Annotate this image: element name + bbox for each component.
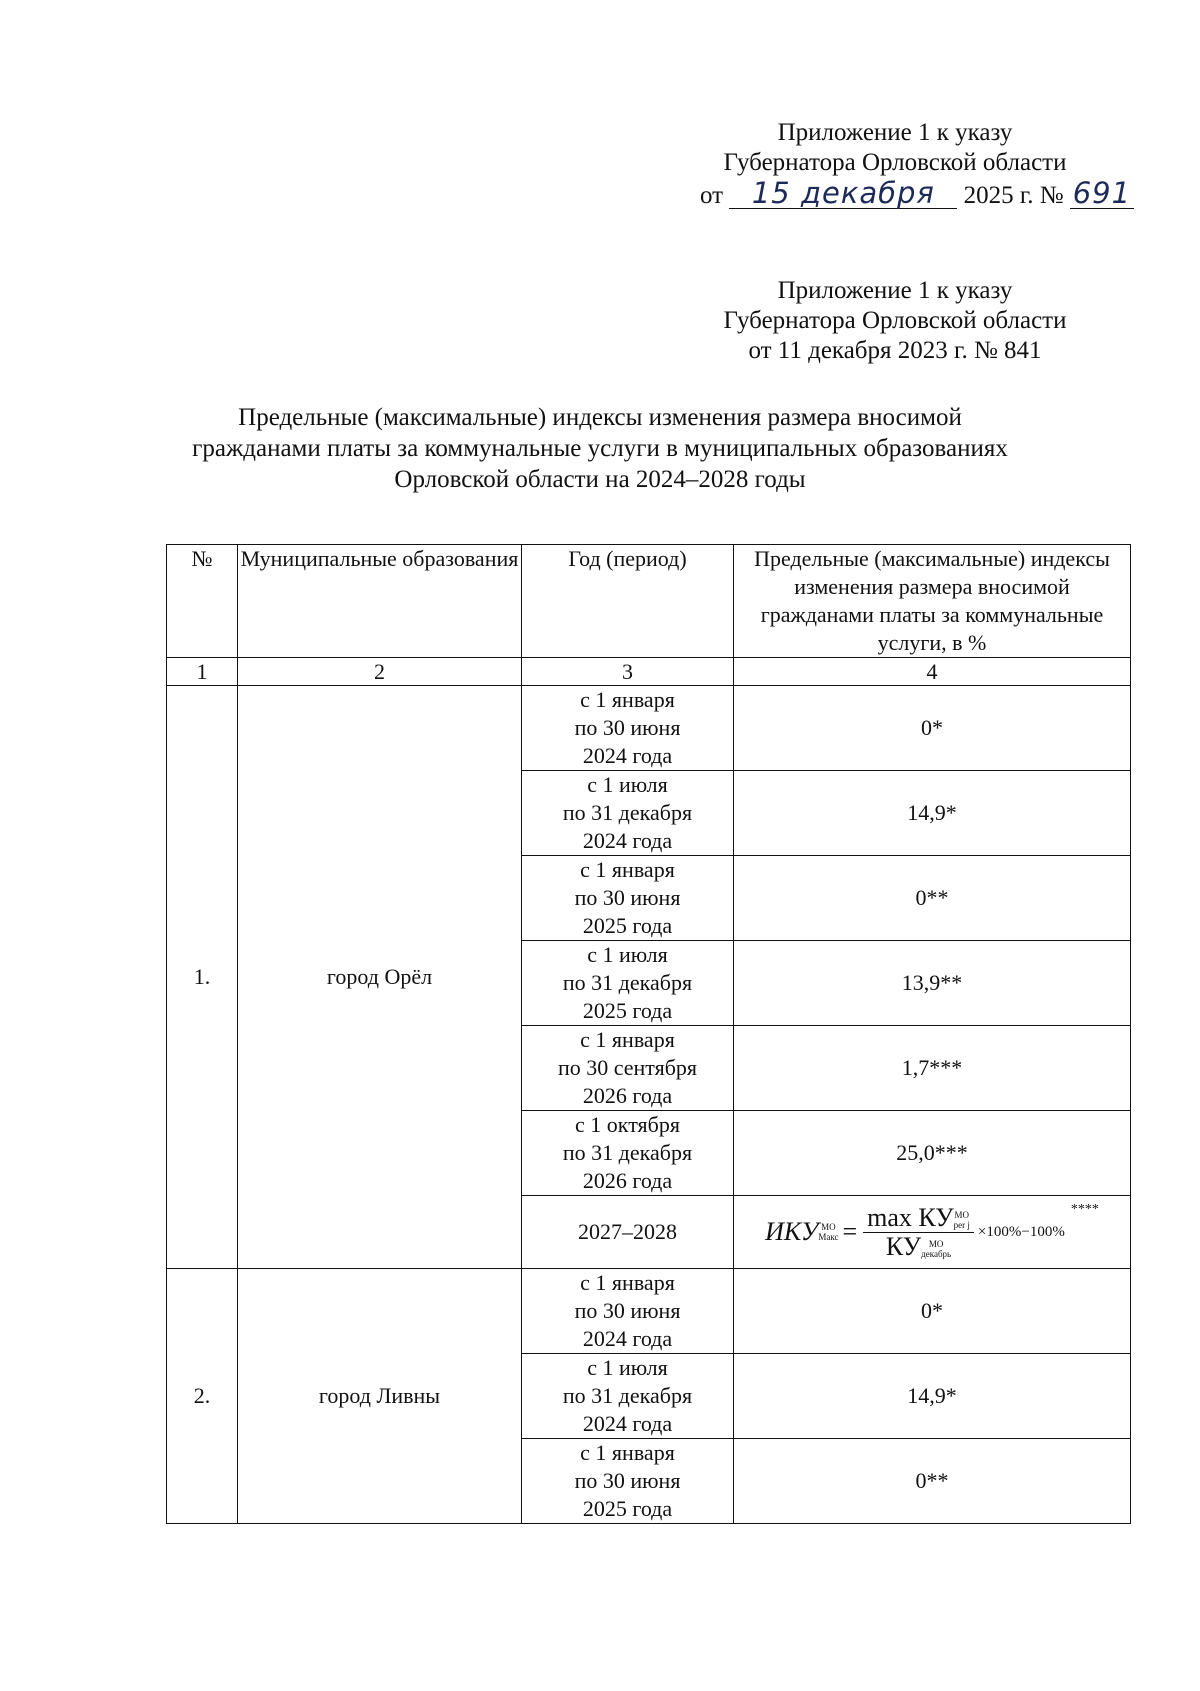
header-period: Год (период)	[522, 545, 734, 658]
table-header-row	[167, 545, 1131, 658]
formula-equals: =	[842, 1217, 858, 1246]
index-value: 14,9*	[734, 771, 1131, 856]
period-cell: 2027–2028	[522, 1196, 734, 1269]
appendix-title: Приложение 1 к указу	[777, 119, 1013, 146]
appendix-order-reference: от 11 декабря 2023 г. № 841	[748, 337, 1042, 364]
appendix-title: Приложение 1 к указу	[777, 277, 1013, 304]
handwritten-order-date: 15 декабря	[729, 178, 957, 209]
table-row	[167, 686, 1131, 771]
header-index: Предельные (максимальные) индексы изменения размера вносимой гражданами платы за коммунальные услуги, в %	[734, 545, 1131, 658]
index-value: 0*	[734, 1269, 1131, 1354]
period-cell	[522, 1439, 734, 1524]
period-year: 2025 года	[582, 998, 673, 1023]
formula-lhs-sup: МО	[821, 1222, 836, 1232]
period-cell	[522, 941, 734, 1026]
index-formula	[734, 1196, 1131, 1269]
period-end: по 30 июня	[574, 1468, 681, 1493]
municipality-name: город Ливны	[238, 1269, 522, 1524]
document-title-line: Орловской области на 2024–2028 годы	[394, 466, 806, 493]
formula-lhs-sub: Макс	[818, 1232, 839, 1242]
indices-table	[166, 544, 1131, 1524]
order-date-line	[700, 176, 1132, 212]
column-number: 3	[522, 658, 734, 686]
table-row	[167, 1269, 1131, 1354]
header-municipality: Муниципальные образования	[238, 545, 522, 658]
order-prefix: от	[700, 182, 724, 209]
formula-numerator-sup: МО	[954, 1209, 970, 1220]
period-start: с 1 июля	[587, 1355, 668, 1380]
period-start: с 1 января	[580, 1027, 675, 1052]
period-start: с 1 января	[580, 857, 675, 882]
formula-footnote-mark: ****	[1070, 1202, 1099, 1217]
order-year-label: 2025 г. №	[963, 182, 1064, 209]
formula-numerator-text: max КУ	[867, 1202, 954, 1232]
period-end: по 30 сентября	[557, 1055, 698, 1080]
period-year: 2026 года	[582, 1083, 673, 1108]
period-end: по 30 июня	[574, 715, 681, 740]
period-year: 2024 года	[582, 1326, 673, 1351]
index-value: 13,9**	[734, 941, 1131, 1026]
period-cell	[522, 1026, 734, 1111]
period-start: с 1 июля	[587, 772, 668, 797]
formula-numerator	[863, 1204, 974, 1233]
formula-denominator	[886, 1233, 951, 1261]
formula-denominator-sup: МО	[928, 1238, 944, 1249]
formula-fraction	[863, 1204, 974, 1261]
appendix-header-current	[700, 118, 1132, 212]
appendix-issuer: Губернатора Орловской области	[723, 149, 1067, 176]
period-start: с 1 января	[580, 687, 675, 712]
formula-numerator-sub: per j	[953, 1219, 970, 1230]
column-number: 1	[167, 658, 238, 686]
period-year: 2024 года	[582, 743, 673, 768]
index-formula-expression	[765, 1204, 1099, 1261]
period-year: 2026 года	[582, 1168, 673, 1193]
formula-denominator-text: КУ	[885, 1231, 922, 1261]
period-cell	[522, 1111, 734, 1196]
period-year: 2025 года	[582, 913, 673, 938]
period-cell	[522, 686, 734, 771]
municipality-name: город Орёл	[238, 686, 522, 1269]
period-start: с 1 января	[580, 1440, 675, 1465]
period-cell	[522, 856, 734, 941]
formula-tail: ×100%−100%	[977, 1224, 1065, 1240]
period-end: по 31 декабря	[562, 970, 693, 995]
period-cell	[522, 1354, 734, 1439]
row-number: 2.	[167, 1269, 238, 1524]
handwritten-order-number: 691	[1070, 178, 1134, 209]
index-value: 25,0***	[734, 1111, 1131, 1196]
column-number-row	[167, 658, 1131, 686]
document-title	[130, 402, 1070, 495]
formula-lhs: ИКУ	[765, 1217, 819, 1246]
formula-numerator-indices	[954, 1210, 970, 1230]
index-value: 0**	[734, 856, 1131, 941]
period-start: с 1 января	[580, 1270, 675, 1295]
row-number: 1.	[167, 686, 238, 1269]
appendix-header-previous	[700, 276, 1090, 366]
document-title-line: гражданами платы за коммунальные услуги в муниципальных образованиях	[192, 435, 1008, 462]
period-end: по 31 декабря	[562, 800, 693, 825]
formula-lhs-indices	[818, 1222, 838, 1242]
column-number: 2	[238, 658, 522, 686]
period-end: по 31 декабря	[562, 1383, 693, 1408]
period-cell	[522, 1269, 734, 1354]
period-cell	[522, 771, 734, 856]
document-title-line: Предельные (максимальные) индексы изменения размера вносимой	[238, 404, 962, 431]
column-number: 4	[734, 658, 1131, 686]
index-value: 0**	[734, 1439, 1131, 1524]
index-value: 1,7***	[734, 1026, 1131, 1111]
period-end: по 30 июня	[574, 1298, 681, 1323]
period-end: по 31 декабря	[562, 1140, 693, 1165]
period-year: 2024 года	[582, 828, 673, 853]
header-number: №	[167, 545, 238, 658]
period-start: с 1 июля	[587, 942, 668, 967]
formula-denominator-sub: декабрь	[921, 1248, 952, 1259]
period-year: 2024 года	[582, 1411, 673, 1436]
index-value: 14,9*	[734, 1354, 1131, 1439]
index-value: 0*	[734, 686, 1131, 771]
period-end: по 30 июня	[574, 885, 681, 910]
period-year: 2025 года	[582, 1496, 673, 1521]
formula-denominator-indices	[921, 1239, 951, 1259]
appendix-issuer: Губернатора Орловской области	[723, 307, 1067, 334]
period-start: с 1 октября	[575, 1112, 680, 1137]
